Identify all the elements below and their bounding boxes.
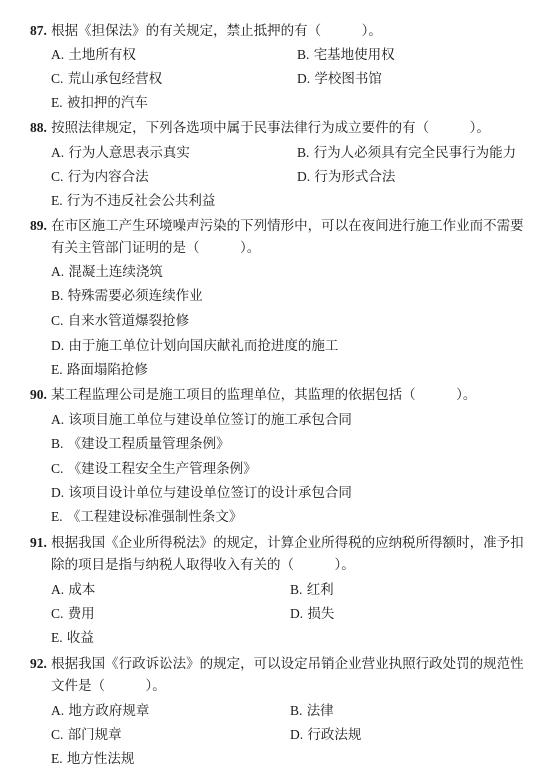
option-letter: B. [290,582,303,597]
question-text: 按照法律规定，下列各选项中属于民事法律行为成立要件的有（ ）。 [51,120,490,136]
question-91-stem [30,535,524,551]
option-text: 行为人必须具有完全民事行为能力 [313,145,517,161]
question-text: 有关主管部门证明的是（ ）。 [51,240,261,256]
option-letter: E. [51,362,63,377]
option-text: 行为形式合法 [314,169,396,185]
option-text: 行政法规 [307,727,362,743]
option-text: 土地所有权 [68,47,136,63]
option-91-b [290,582,334,598]
option-letter: C. [51,169,64,184]
option-90-d [51,485,352,501]
option-88-c [51,169,149,185]
option-text: 法律 [306,703,334,719]
question-91-stem-cont [51,557,355,573]
option-text: 行为人意思表示真实 [68,145,190,161]
option-text: 学校图书馆 [314,71,382,87]
option-letter: C. [51,313,64,328]
option-text: 红利 [306,582,334,598]
option-letter: E. [51,193,63,208]
option-88-b [297,145,516,161]
question-number: 91. [30,535,47,550]
option-letter: D. [51,338,65,353]
option-text: 《工程建设标准强制性条文》 [66,509,243,525]
option-87-c [51,71,162,87]
option-letter: E. [51,509,63,524]
option-92-a [51,703,149,719]
option-text: 成本 [68,582,96,598]
option-letter: A. [51,145,65,160]
option-text: 由于施工单位计划向国庆献礼而抢进度的施工 [68,338,339,354]
option-88-a [51,145,190,161]
option-letter: B. [290,703,303,718]
option-88-e [51,193,215,209]
question-89-stem [30,218,524,234]
question-number: 92. [30,656,47,671]
option-letter: C. [51,727,64,742]
option-92-d [290,727,361,743]
option-88-d [297,169,395,185]
option-text: 该项目设计单位与建设单位签订的设计承包合同 [68,485,352,501]
question-92-stem [30,656,524,672]
option-90-b [51,436,230,452]
option-87-a [51,47,136,63]
option-92-b [290,703,334,719]
question-text: 除的项目是指与纳税人取得收入有关的（ ）。 [51,557,355,573]
question-92-stem-cont [51,678,166,694]
option-letter: B. [297,145,310,160]
option-91-d [290,606,334,622]
option-letter: A. [51,264,65,279]
option-letter: A. [51,703,65,718]
question-number: 89. [30,218,47,233]
option-letter: E. [51,630,63,645]
option-letter: A. [51,412,65,427]
option-letter: B. [51,288,64,303]
option-91-a [51,582,95,598]
option-text: 宅基地使用权 [313,47,395,63]
option-text: 部门规章 [67,727,122,743]
question-text: 根据我国《企业所得税法》的规定，计算企业所得税的应纳税所得额时，准予扣 [51,535,524,551]
option-letter: D. [290,727,304,742]
option-letter: B. [51,436,64,451]
question-87-stem [30,23,382,39]
question-text: 根据我国《行政诉讼法》的规定，可以设定吊销企业营业执照行政处罚的规范性 [51,656,524,672]
option-text: 《建设工程质量管理条例》 [67,436,230,452]
question-89-stem-cont [51,240,260,256]
option-letter: D. [297,169,311,184]
option-text: 收益 [66,630,94,646]
option-letter: D. [290,606,304,621]
option-letter: A. [51,582,65,597]
option-text: 特殊需要必须连续作业 [67,288,203,304]
option-text: 费用 [67,606,95,622]
option-letter: C. [51,606,64,621]
option-text: 自来水管道爆裂抢修 [67,313,190,329]
option-letter: B. [297,47,310,62]
question-number: 88. [30,120,47,135]
option-text: 被扣押的汽车 [66,95,148,111]
option-89-b [51,288,203,304]
option-text: 行为不违反社会公共利益 [66,193,216,209]
option-91-e [51,630,94,646]
option-91-c [51,606,95,622]
question-88-stem [30,120,490,136]
option-text: 行为内容合法 [67,169,149,185]
option-90-c [51,461,257,477]
option-letter: A. [51,47,65,62]
option-text: 混凝土连续浇筑 [68,264,163,280]
option-letter: D. [297,71,311,86]
option-87-e [51,95,148,111]
option-text: 路面塌陷抢修 [66,362,148,378]
question-text: 文件是（ ）。 [51,678,166,694]
option-letter: C. [51,461,64,476]
question-text: 根据《担保法》的有关规定，禁止抵押的有（ ）。 [51,23,382,39]
option-89-a [51,264,163,280]
option-87-d [297,71,382,87]
option-letter: E. [51,95,63,110]
option-text: 地方政府规章 [68,703,150,719]
option-text: 《建设工程安全生产管理条例》 [67,461,257,477]
question-number: 87. [30,23,47,38]
option-89-e [51,362,148,378]
question-number: 90. [30,387,47,402]
question-text: 在市区施工产生环境噪声污染的下列情形中，可以在夜间进行施工作业而不需要 [51,218,524,234]
option-text: 损失 [307,606,335,622]
option-text: 该项目施工单位与建设单位签订的施工承包合同 [68,412,352,428]
option-90-e [51,509,242,525]
question-90-stem [30,387,476,403]
option-90-a [51,412,352,428]
option-letter: E. [51,751,63,766]
option-letter: C. [51,71,64,86]
option-89-d [51,338,338,354]
option-text: 荒山承包经营权 [67,71,163,87]
option-text: 地方性法规 [66,751,135,767]
option-87-b [297,47,395,63]
option-92-e [51,751,134,767]
option-letter: D. [51,485,65,500]
option-89-c [51,313,189,329]
option-92-c [51,727,122,743]
question-text: 某工程监理公司是施工项目的监理单位，其监理的依据包括（ ）。 [51,387,477,403]
